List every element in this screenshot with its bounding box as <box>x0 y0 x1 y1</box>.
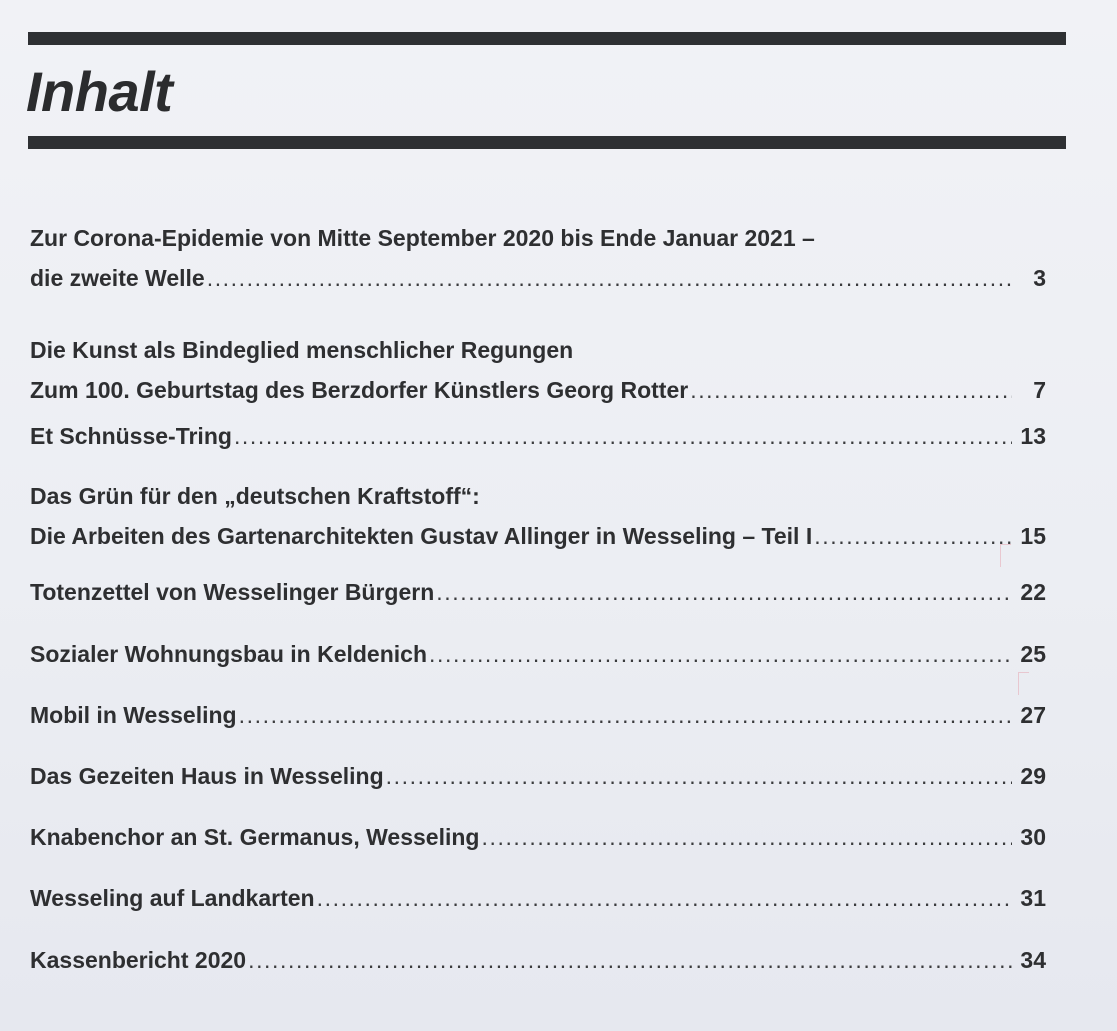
dot-leader <box>248 940 1012 980</box>
toc-entry-row <box>30 878 1046 918</box>
toc-entry-title: Knabenchor an St. Germanus, Wesseling <box>30 824 480 850</box>
dot-leader <box>814 516 1012 556</box>
toc-page-number: 13 <box>1020 423 1046 449</box>
toc-entry-row <box>30 370 1046 410</box>
dot-leader <box>239 695 1012 735</box>
dot-leader <box>481 817 1012 857</box>
toc-page-number: 15 <box>1020 523 1046 549</box>
toc-entry-row <box>30 940 1046 980</box>
bottom-rule <box>28 136 1066 149</box>
toc-entry-row <box>30 817 1046 857</box>
toc-entry-title: Das Gezeiten Haus in Wesseling <box>30 763 384 789</box>
toc-entry-row <box>30 695 1046 735</box>
dot-leader <box>317 878 1012 918</box>
toc-page-number: 25 <box>1020 641 1046 667</box>
dot-leader <box>207 258 1012 298</box>
toc-entry-title: Zum 100. Geburtstag des Berzdorfer Künstlers Georg Rotter <box>30 377 689 403</box>
toc-entry <box>30 756 1046 796</box>
toc-entry <box>30 476 1046 556</box>
dot-leader <box>429 634 1012 674</box>
toc-entry <box>30 634 1046 674</box>
toc-page-number: 34 <box>1020 947 1046 973</box>
toc-entry <box>30 218 1046 298</box>
toc-entry <box>30 572 1046 612</box>
toc-entry-title-line: Zur Corona-Epidemie von Mitte September 2020 bis Ende Januar 2021 – <box>30 225 815 251</box>
toc-entry-title: Wesseling auf Landkarten <box>30 885 315 911</box>
toc-page-number: 7 <box>1033 377 1046 403</box>
toc-page-number: 3 <box>1033 265 1046 291</box>
toc-entry-row <box>30 572 1046 612</box>
top-rule <box>28 32 1066 45</box>
toc-entry-title: Totenzettel von Wesselinger Bürgern <box>30 579 435 605</box>
toc-entry-title-line: Die Kunst als Bindeglied menschlicher Regungen <box>30 337 574 363</box>
toc-entry-row <box>30 258 1046 298</box>
toc-entry-title: Die Arbeiten des Gartenarchitekten Gustav Allinger in Wesseling – Teil I <box>30 523 813 549</box>
dot-leader <box>690 370 1012 410</box>
toc-entry-row <box>30 416 1046 456</box>
toc-entry <box>30 817 1046 857</box>
toc-entry-row <box>30 516 1046 556</box>
toc-page-number: 22 <box>1020 579 1046 605</box>
toc-entry <box>30 940 1046 980</box>
toc-entry-title: Mobil in Wesseling <box>30 702 237 728</box>
toc-page-number: 27 <box>1020 702 1046 728</box>
toc-entry <box>30 330 1046 410</box>
dot-leader <box>386 756 1012 796</box>
toc-entry-title: Et Schnüsse-Tring <box>30 423 232 449</box>
toc-entry-title-line: Das Grün für den „deutschen Kraftstoff“: <box>30 483 480 509</box>
dot-leader <box>436 572 1012 612</box>
toc-entry <box>30 878 1046 918</box>
pencil-mark <box>1000 544 1011 567</box>
toc-page-number: 30 <box>1020 824 1046 850</box>
page-title: Inhalt <box>26 60 173 123</box>
toc-entry <box>30 416 1046 456</box>
toc-entry-title: Sozialer Wohnungsbau in Keldenich <box>30 641 427 667</box>
toc-entry-row <box>30 756 1046 796</box>
toc-entry-row <box>30 634 1046 674</box>
dot-leader <box>234 416 1012 456</box>
toc-entry-title: Kassenbericht 2020 <box>30 947 247 973</box>
pencil-mark <box>1018 672 1029 695</box>
toc-entry <box>30 695 1046 735</box>
toc-page-number: 31 <box>1020 885 1046 911</box>
toc-page-number: 29 <box>1020 763 1046 789</box>
toc-entry-title: die zweite Welle <box>30 265 205 291</box>
